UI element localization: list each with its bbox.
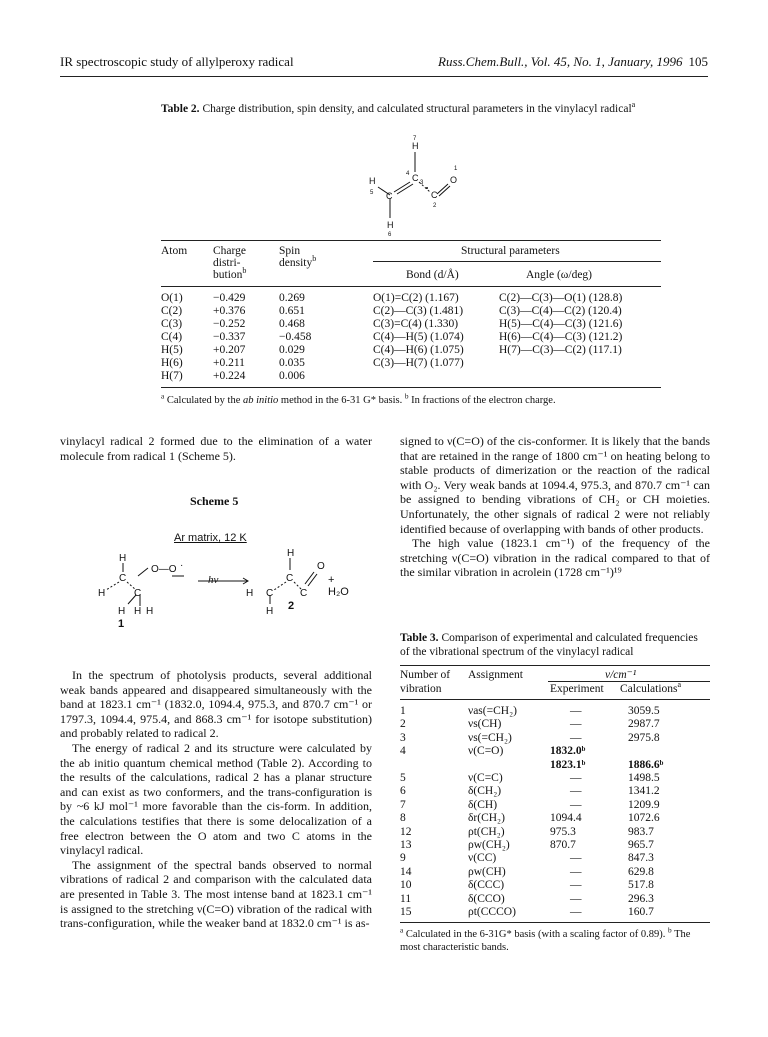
svg-text:O: O [317,561,325,572]
left-column-top [60,434,372,463]
table3-cell-calc: 965.7 [628,839,654,851]
table3-row [400,906,710,919]
table2-row [161,357,661,369]
table2-cell-spin: −0.458 [279,331,312,343]
table3-cell-assign: ν(CC) [468,852,497,865]
page-number: 105 [688,54,708,69]
t3-head-assignment: Assignment [468,669,523,681]
table3-cell-exp: — [570,731,582,744]
table2-label: Table 2. [161,103,200,115]
table3-cell-calc: 296.3 [628,892,654,905]
table3-cell-n: 1 [400,705,406,717]
table2-row [161,331,661,343]
t2-head-bond: Bond (d/Å) [406,269,459,281]
table3-cell-exp: — [570,718,582,731]
table3-cell-n: 11 [400,892,412,905]
table2-cell-atom: H(7) [161,370,183,382]
paragraph: The energy of radical 2 and its structure were calculated by the ab initio quantum chemical method (Table 2). According to the results of the calculations, radical 2 has a planar structure and can exist as two conformers, and the trans-configuration is by ~6 kJ mol⁻¹ more favorable than the cis-form. In addition, the calculations testifies that there is some delocalization of a free electron between the O atom and two C atoms in the vinylacyl radical. [60,740,372,858]
table3-row [400,826,710,839]
table3-cell-n: 4 [400,745,406,758]
table3-cell-calc: 1886.6ᵇ [628,758,664,771]
table3-cell-assign: δ(CH₂) [468,785,502,798]
mol-label: 3 [420,180,424,186]
scheme5-condition: Ar matrix, 12 K [174,532,247,544]
table3-label: Table 3. [400,632,439,644]
table3-row [400,732,710,745]
table2-caption [161,102,661,116]
t3-head-unit: ν/cm⁻¹ [605,669,637,681]
t2-head-spin: Spin [279,245,301,257]
table3-cell-calc: 517.8 [628,879,654,892]
table3-cell-assign: δr(CH₂) [468,812,505,825]
table3-cell-exp: — [570,892,582,905]
mol-label: 1 [454,166,458,172]
table3-cell-exp: — [570,785,582,798]
table3-cell-exp: 1823.1ᵇ [550,758,586,771]
table3-cell-exp: 1832.0ᵇ [550,745,586,758]
svg-text:C: C [266,588,274,599]
table3-cell-n: 15 [400,906,412,918]
table3-cell-n: 8 [400,812,406,825]
table3-row [400,745,710,758]
table3-cell-assign: ρw(CH₂) [468,839,510,851]
table2-cell-charge: −0.337 [213,331,246,343]
table3-row [400,839,710,852]
t3-head-number: Number of [400,669,451,681]
t2-head-angle: Angle (ω/deg) [526,269,593,281]
svg-text:H: H [246,588,254,599]
paragraph: vinylacyl radical 2 formed due to the elimination of a water molecule from radical 1 (Scheme 5). [60,434,372,463]
scheme5-label-2: 2 [288,600,295,612]
table3-cell-calc: 3059.5 [628,705,660,717]
mol-label: 4 [406,171,410,177]
table3-cell-assign: νs(CH) [468,718,502,731]
table2-cell-angle: H(6)—C(4)—C(3) (121.2) [499,331,623,343]
table3-caption-text: Comparison of experimental and calculated frequencies of the vibrational spectrum of the vinylacyl radical [400,632,698,658]
table3-cell-calc: 1209.9 [628,798,660,811]
table2-cell-spin: 0.269 [279,292,305,304]
table3-cell-exp: — [570,906,582,918]
table2-cell-atom: H(5) [161,344,183,356]
table3-cell-n: 6 [400,785,406,798]
scheme5 [88,494,358,654]
left-column-bottom [60,668,372,931]
scheme5-hv: hν [208,574,219,586]
table2-cell-bond: C(3)—H(7) (1.077) [373,357,464,369]
svg-text:H: H [98,588,106,599]
table3-cell-n: 12 [400,825,412,838]
table2-cell-atom: C(3) [161,318,183,330]
table3-cell-assign: δ(CH) [468,798,498,811]
table3-cell-n: 9 [400,852,406,865]
table3-row [400,893,710,906]
table2-cell-atom: C(4) [161,331,183,343]
table2-cell-angle: C(3)—C(4)—C(2) (120.4) [499,305,622,317]
table3-cell-assign: νas(=CH₂) [468,705,517,717]
table2-footnote: $^a$ Calculated by the ab initio method in the 6-31 G* basis. $^b$ In fractions of the electron charge. [161,391,556,406]
table2-cell-charge: −0.429 [213,292,246,304]
header-rule [60,76,708,77]
mol-label: H [387,220,394,230]
table2-cell-angle: H(5)—C(4)—C(3) (121.6) [499,318,623,330]
mol-label: 2 [433,203,437,209]
svg-text:H: H [119,553,127,564]
table3-cell-calc: 1072.6 [628,812,660,825]
table3-cell-exp: — [570,705,582,717]
scheme5-plus-water: + H₂O [328,574,349,598]
mol-label: 5 [370,190,374,196]
t3-head-number: vibration [400,683,442,695]
table3-row [400,759,710,772]
table3-cell-assign: ρw(CH) [468,865,506,878]
svg-text:H: H [134,606,142,617]
table3-cell-n: 14 [400,865,412,878]
table3-cell-exp: — [570,865,582,878]
table2-cell-bond: C(4)—H(6) (1.075) [373,344,464,356]
table3-cell-calc: 1341.2 [628,785,660,798]
table3-cell-assign: ρt(CH₂) [468,825,505,838]
table3-cell-assign: ν(C=C) [468,772,503,784]
table3-caption [400,631,710,659]
scheme5-title: Scheme 5 [190,494,239,508]
table2-cell-angle: H(7)—C(3)—C(2) (117.1) [499,344,622,356]
svg-text:C: C [286,573,294,584]
t2-head-spin: density$^b$ [279,254,317,269]
table3-cell-exp: — [570,798,582,811]
header-journal: Russ.Chem.Bull., Vol. 45, No. 1, January, 1996 [438,54,683,69]
mol-label: C [386,191,393,201]
table2-cell-spin: 0.035 [279,357,305,369]
table3-cell-n: 13 [400,839,412,851]
table3-row [400,772,710,785]
table3-cell-assign: δ(CCO) [468,892,505,905]
table3-cell-n: 5 [400,772,406,784]
table3-cell-assign: νs(=CH₂) [468,731,512,744]
table3-footnote: $^a$ Calculated in the 6-31G* basis (with a scaling factor of 0.89). $^b$ The most characteristic bands. [400,925,691,953]
table2-cell-bond: C(3)=C(4) (1.330) [373,318,459,330]
table2-cell-bond: C(2)—C(3) (1.481) [373,305,464,317]
table3-cell-exp: 1094.4 [550,812,582,825]
table2-caption-mark: a [631,100,636,110]
table3-row [400,866,710,879]
t3-head-experiment: Experiment [550,683,604,695]
svg-text:·: · [180,560,184,571]
paragraph: signed to ν(C=O) of the cis-conformer. It is likely that the bands that are retained in the range of 1800 cm⁻¹ on heating belong to stable products of dimerization or the reaction of the radical with O₂. Very weak bands at 1094.4, 975.3, and 870.7 cm⁻¹ can be assigned to bending vibrations of CH₂ or CH moieties. Unfortunately, the other signals of radical 2 were not reliably identified because of overlapping with bands of other products. [400,434,710,536]
table2-cell-angle: C(2)—C(3)—O(1) (128.8) [499,292,623,304]
t3-head-calculations: Calculations$^a$ [620,680,682,695]
table3-row [400,812,710,825]
table2-row [161,370,661,382]
table3-cell-n: 7 [400,798,406,811]
table2-row [161,344,661,356]
t2-head-charge: Charge [213,245,247,257]
table2-row [161,318,661,330]
table3-cell-assign: ν(C=O) [468,745,504,758]
t2-head-atom: Atom [161,245,188,257]
table2-row [161,292,661,304]
svg-text:H: H [118,606,126,617]
svg-text:C: C [119,573,127,584]
svg-text:H: H [266,606,274,617]
table3-cell-calc: 160.7 [628,906,654,918]
table2-cell-atom: H(6) [161,357,183,369]
table3-cell-n: 2 [400,718,406,731]
svg-text:H: H [146,606,154,617]
table2-cell-spin: 0.468 [279,318,305,330]
right-column-top [400,434,710,580]
table2-cell-charge: +0.207 [213,344,246,356]
table3-cell-exp: 975.3 [550,825,576,838]
table3-row [400,785,710,798]
table3-cell-calc: 847.3 [628,852,654,865]
table2-cell-charge: +0.211 [213,357,245,369]
t2-head-charge: distri- [213,257,241,269]
table3-cell-n: 3 [400,731,406,744]
mol-label: H [412,141,419,151]
table3-row [400,705,710,718]
table3-cell-exp: — [570,879,582,892]
table2-cell-bond: C(4)—H(5) (1.074) [373,331,464,343]
table3-cell-calc: 629.8 [628,865,654,878]
paragraph: The high value (1823.1 cm⁻¹) of the frequency of the stretching ν(C=O) vibration in the radical compared to that of the similar vibration in acrolein (1728 cm⁻¹)¹⁹ [400,536,710,580]
t2-head-structural: Structural parameters [461,245,560,257]
mol-label: H [369,176,376,186]
table2-cell-charge: +0.224 [213,370,246,382]
svg-text:C: C [134,588,142,599]
table3-cell-calc: 2987.7 [628,718,660,731]
running-header [60,54,708,74]
vinylacyl-structure [340,132,470,240]
table3-row [400,799,710,812]
t2-head-charge: bution$^b$ [213,266,247,281]
table2-cell-charge: −0.252 [213,318,246,330]
mol-label: 6 [388,232,392,238]
scheme5-label-1: 1 [118,618,125,630]
header-title: IR spectroscopic study of allylperoxy radical [60,54,294,69]
table2-caption-text: Charge distribution, spin density, and calculated structural parameters in the vinylacyl radical [202,103,632,115]
mol-label: 7 [413,136,417,142]
table2-cell-atom: O(1) [161,292,183,304]
table2-row [161,305,661,317]
svg-text:O—O: O—O [151,564,177,575]
table2-cell-atom: C(2) [161,305,183,317]
table3-cell-assign: ρt(CCCO) [468,906,516,918]
table3-cell-n: 10 [400,879,412,892]
table2-cell-spin: 0.006 [279,370,305,382]
table2-cell-spin: 0.029 [279,344,305,356]
svg-text:C: C [300,588,308,599]
table3-row [400,852,710,865]
table3-cell-calc: 1498.5 [628,772,660,784]
table3-cell-assign: δ(CCC) [468,879,505,892]
svg-text:H: H [287,548,295,559]
table3-cell-exp: 870.7 [550,839,576,851]
table2-cell-charge: +0.376 [213,305,246,317]
table3-row [400,879,710,892]
table3-row [400,718,710,731]
table3-cell-exp: — [570,772,582,784]
mol-label: O [450,175,458,185]
mol-label: C [412,173,419,183]
mol-label: C [431,190,438,200]
paragraph: In the spectrum of photolysis products, several additional weak bands appeared and disappeared simultaneously with the band at 1823.1 cm⁻¹ (1832.0, 1094.4, 975.3, and 870.7 cm⁻¹ or 1797.3, 1094.4, 975.4, and 868.3 cm⁻¹ for isotope substitution) and probably related to radical 2. [60,668,372,741]
table3-cell-calc: 983.7 [628,825,654,838]
table3-cell-exp: — [570,852,582,865]
table3-cell-calc: 2975.8 [628,731,660,744]
table2-cell-spin: 0.651 [279,305,305,317]
paragraph: The assignment of the spectral bands observed to normal vibrations of radical 2 and comparison with the calculated data are presented in Table 3. The most intense band at 1823.1 cm⁻¹ is assigned to the stretching ν(C=O) vibration of the radical with trans-configuration, while the weaker band at 1832.0 cm⁻¹ is as- [60,857,372,931]
table2-cell-bond: O(1)=C(2) (1.167) [373,292,459,304]
